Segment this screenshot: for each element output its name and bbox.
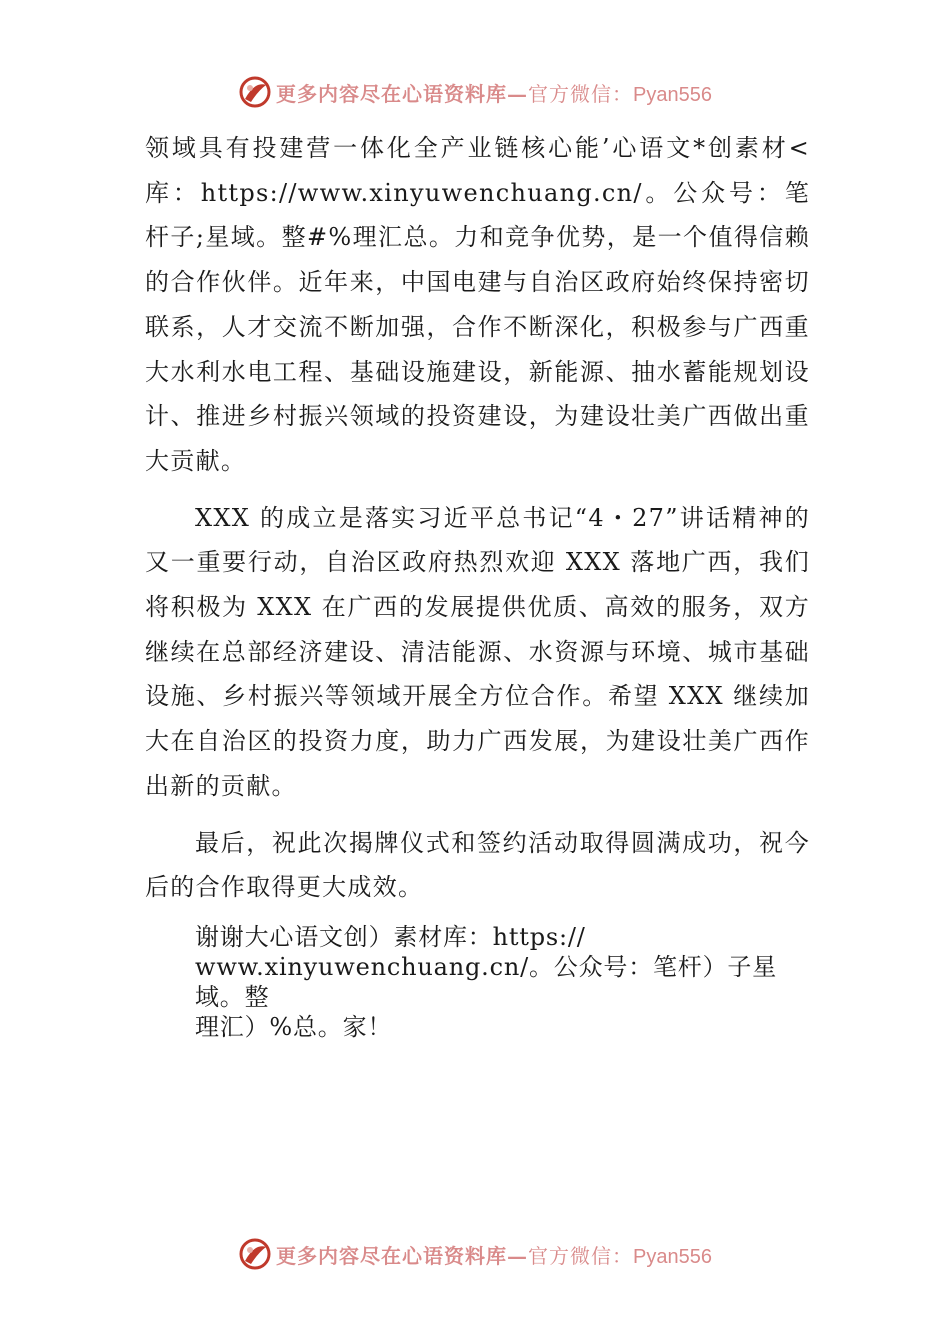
banner-text <box>276 78 712 107</box>
header-banner <box>0 72 950 112</box>
paragraph-2: XXX 的成立是落实习近平总书记“4・27”讲话精神的又一重要行动，自治区政府热烈欢迎 XXX 落地广西，我们将积极为 XXX 在广西的发展提供优质、高效的服务，双方继续在总部经济建设、清洁能源、水资源与环境、城市基础设施、乡村振兴等领域开展全方位合作。希望 XXX 继续加大在自治区的投资力度，助力广西发展，为建设壮美广西作出新的贡献。 <box>145 503 810 800</box>
paragraph-1: 领域具有投建营一体化全产业链核心能’心语文*创素材<库：https://www.xinyuwenchuang.cn/。公众号：笔杆子;星域。整#%理汇总。力和竞争优势，是一个值得信赖的合作伙伴。近年来，中国电建与自治区政府始终保持密切联系，人才交流不断加强，合作不断深化，积极参与广西重大水利水电工程、基础设施建设，新能源、抽水蓄能规划设计、推进乡村振兴领域的投资建设，为建设壮美广西做出重大贡献。 <box>145 134 810 475</box>
thanks-line-2: www.xinyuwenchuang.cn/。公众号：笔杆）子星域。整 <box>195 952 777 1011</box>
banner-wechat-id: Pyan556 <box>633 83 712 106</box>
banner-wechat-label: 官方微信： <box>528 1243 634 1268</box>
footer-banner <box>0 1234 950 1274</box>
thanks-line-1: 谢谢大心语文创）素材库：https:// <box>195 922 586 951</box>
logo-icon <box>238 1237 272 1271</box>
banner-dash: — <box>507 1243 529 1268</box>
banner-dash: — <box>507 81 529 106</box>
document-body <box>145 126 810 1042</box>
banner-wechat-label: 官方微信： <box>528 81 634 106</box>
banner-slogan: 更多内容尽在心语资料库 <box>276 1243 508 1268</box>
banner-slogan: 更多内容尽在心语资料库 <box>276 81 508 106</box>
banner-wechat-id: Pyan556 <box>633 1245 712 1268</box>
thanks-line-3: 理汇）%总。家！ <box>195 1012 393 1041</box>
paragraph-3: 最后，祝此次揭牌仪式和签约活动取得圆满成功，祝今后的合作取得更大成效。 <box>145 828 810 902</box>
logo-icon <box>238 75 272 109</box>
banner-text <box>276 1240 712 1269</box>
thanks-block <box>195 922 810 1042</box>
